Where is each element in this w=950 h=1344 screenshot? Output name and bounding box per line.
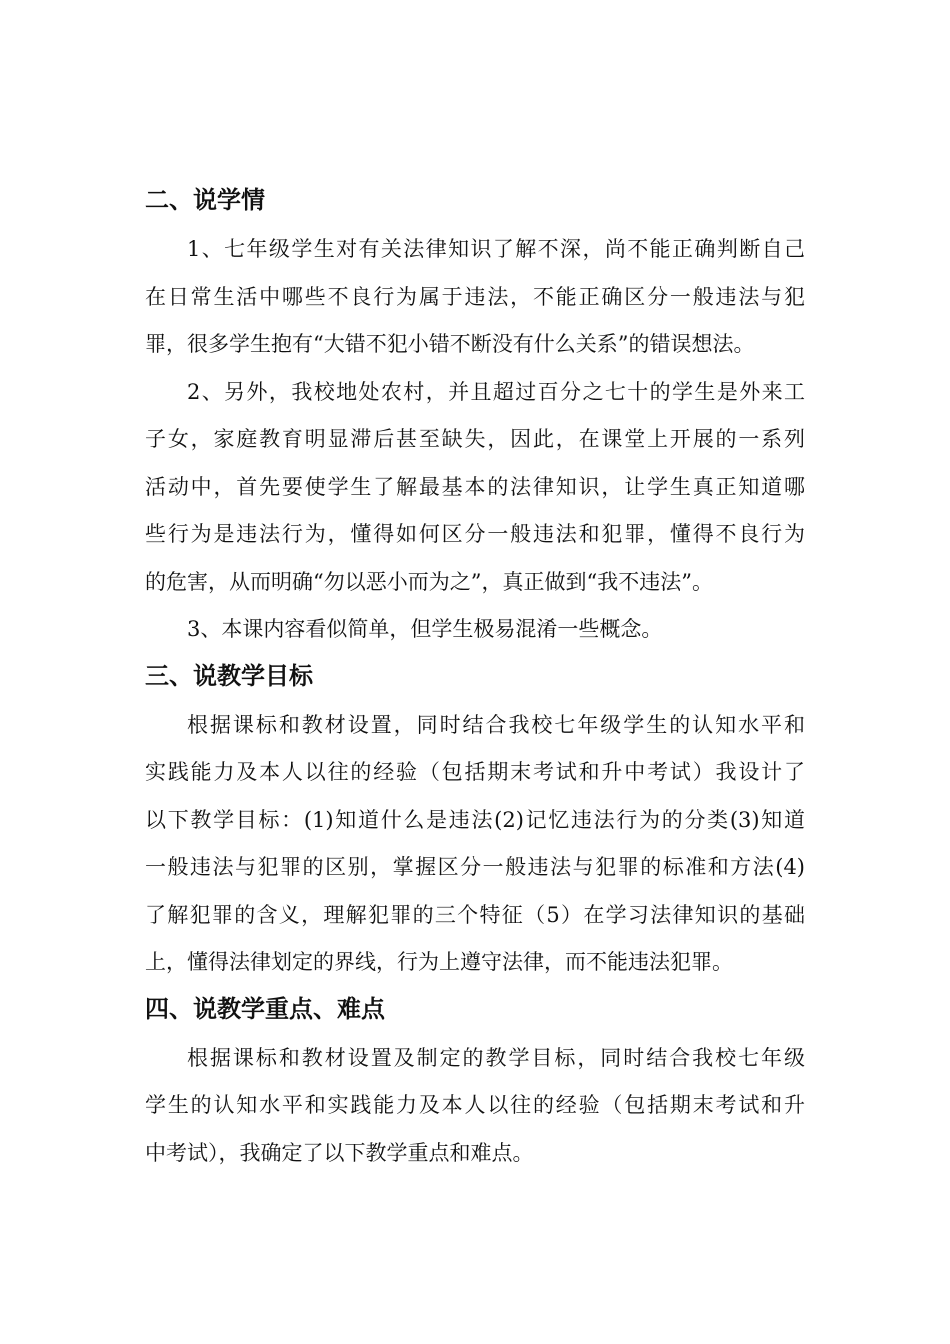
text-line: 一般违法与犯罪的区别，掌握区分一般违法与犯罪的标准和方法(4) (145, 855, 805, 879)
text-line: 在日常生活中哪些不良行为属于违法，不能正确区分一般违法与犯 (145, 284, 805, 309)
text-line: 中考试），我确定了以下教学重点和难点。 (145, 1140, 534, 1165)
text-line: 罪，很多学生抱有“大错不犯小错不断没有什么关系”的错误想法。 (145, 332, 755, 356)
paragraph-3 (145, 606, 805, 654)
text-line: 2、另外，我校地处农村，并且超过百分之七十的学生是外来工 (187, 379, 805, 404)
text-line: 实践能力及本人以往的经验（包括期末考试和升中考试）我设计了 (145, 760, 805, 784)
document-page (145, 178, 805, 1177)
text-line: 活动中，首先要使学生了解最基本的法律知识，让学生真正知道哪 (145, 474, 805, 499)
section-heading-teaching-goals: 三、说教学目标 (145, 661, 313, 690)
paragraph-4 (145, 702, 805, 987)
text-line: 的危害，从而明确“勿以恶小而为之”，真正做到“我不违法”。 (145, 569, 713, 594)
paragraph-1 (145, 226, 805, 369)
section-heading-learning-situation: 二、说学情 (145, 186, 265, 214)
text-line: 上，懂得法律划定的界线，行为上遵守法律，而不能违法犯罪。 (145, 950, 733, 974)
text-line: 1、七年级学生对有关法律知识了解不深，尚不能正确判断自己 (187, 237, 805, 261)
text-line: 根据课标和教材设置及制定的教学目标，同时结合我校七年级 (187, 1045, 805, 1070)
text-line: 些行为是违法行为，懂得如何区分一般违法和犯罪，懂得不良行为 (145, 522, 805, 546)
text-line: 了解犯罪的含义，理解犯罪的三个特征（5）在学习法律知识的基础 (145, 902, 805, 927)
text-line: 学生的认知水平和实践能力及本人以往的经验（包括期末考试和升 (145, 1093, 805, 1117)
text-line: 3、本课内容看似简单，但学生极易混淆一些概念。 (187, 617, 663, 641)
text-line: 子女，家庭教育明显滞后甚至缺失，因此，在课堂上开展的一系列 (145, 427, 805, 451)
paragraph-5 (145, 1035, 805, 1178)
text-line: 根据课标和教材设置，同时结合我校七年级学生的认知水平和 (187, 712, 805, 737)
text-line: 以下教学目标：(1)知道什么是违法(2)记忆违法行为的分类(3)知道 (145, 807, 805, 832)
section-heading-key-points: 四、说教学重点、难点 (145, 994, 385, 1023)
paragraph-2 (145, 369, 805, 607)
